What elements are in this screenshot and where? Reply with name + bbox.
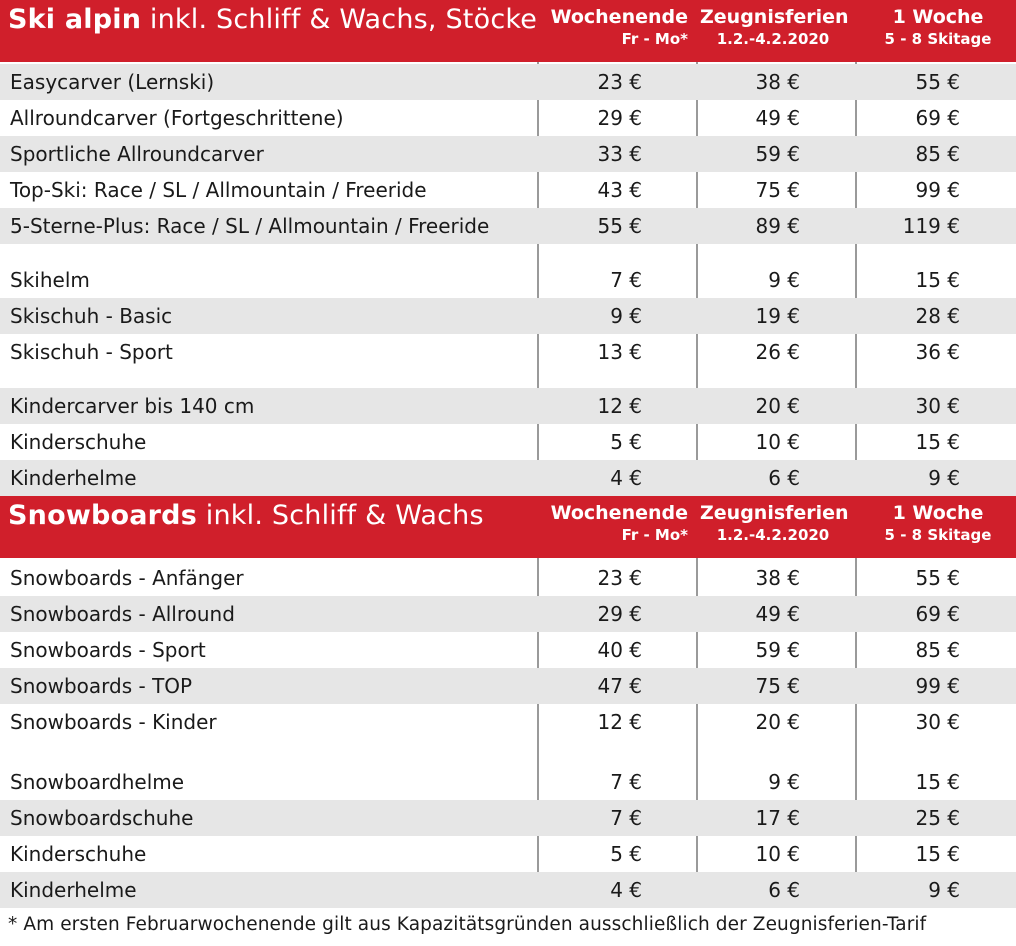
ski-price-week: 15 €	[915, 268, 960, 292]
ski-price-week: 99 €	[915, 178, 960, 202]
snowboard-price-week: 99 €	[915, 674, 960, 698]
snowboard-title: Snowboards inkl. Schliff & Wachs	[8, 500, 484, 531]
snowboard-price-holidays: 9 €	[768, 770, 800, 794]
ski-price-week: 119 €	[902, 214, 960, 238]
ski-price-weekend: 33 €	[597, 142, 642, 166]
ski-price-week: 36 €	[915, 340, 960, 364]
snowboard-item-name: Kinderhelme	[10, 878, 137, 902]
table-row	[0, 800, 1016, 836]
snowboard-header	[0, 496, 1016, 558]
snowboard-price-holidays: 6 €	[768, 878, 800, 902]
snowboard-price-weekend: 40 €	[597, 638, 642, 662]
ski-price-holidays: 10 €	[755, 430, 800, 454]
table-row	[0, 560, 1016, 596]
ski-price-week: 69 €	[915, 106, 960, 130]
table-row	[0, 424, 1016, 460]
snowboard-price-weekend: 7 €	[610, 806, 642, 830]
snowboard-price-week: 85 €	[915, 638, 960, 662]
snowboard-price-holidays: 75 €	[755, 674, 800, 698]
table-row	[0, 632, 1016, 668]
ski-item-name: Sportliche Allroundcarver	[10, 142, 264, 166]
ski-title: Ski alpin inkl. Schliff & Wachs, Stöcke	[8, 4, 538, 35]
table-row	[0, 298, 1016, 334]
snowboard-price-holidays: 49 €	[755, 602, 800, 626]
table-row	[0, 100, 1016, 136]
ski-price-weekend: 55 €	[597, 214, 642, 238]
ski-price-holidays: 49 €	[755, 106, 800, 130]
table-row	[0, 334, 1016, 370]
table-row	[0, 460, 1016, 496]
snowboard-price-weekend: 47 €	[597, 674, 642, 698]
table-row	[0, 388, 1016, 424]
ski-col-weekend: Wochenende Fr - Mo*	[550, 6, 688, 48]
snowboard-price-weekend: 29 €	[597, 602, 642, 626]
ski-price-week: 85 €	[915, 142, 960, 166]
snowboard-price-holidays: 17 €	[755, 806, 800, 830]
snowboard-item-name: Snowboardhelme	[10, 770, 185, 794]
snowboard-item-name: Snowboards - Kinder	[10, 710, 217, 734]
ski-price-weekend: 29 €	[597, 106, 642, 130]
snowboard-price-holidays: 10 €	[755, 842, 800, 866]
table-row	[0, 262, 1016, 298]
ski-price-week: 15 €	[915, 430, 960, 454]
table-row	[0, 836, 1016, 872]
ski-col-holidays: Zeugnisferien 1.2.-4.2.2020	[700, 6, 849, 48]
snowboard-col-week: 1 Woche 5 - 8 Skitage	[884, 502, 992, 544]
snowboard-price-weekend: 23 €	[597, 566, 642, 590]
ski-price-weekend: 5 €	[610, 430, 642, 454]
ski-price-holidays: 59 €	[755, 142, 800, 166]
snowboard-price-holidays: 59 €	[755, 638, 800, 662]
table-row	[0, 64, 1016, 100]
table-row	[0, 136, 1016, 172]
snowboard-item-name: Snowboards - Anfänger	[10, 566, 244, 590]
ski-item-name: Kinderhelme	[10, 466, 137, 490]
table-row	[0, 596, 1016, 632]
snowboard-price-week: 69 €	[915, 602, 960, 626]
table-row	[0, 872, 1016, 908]
ski-price-week: 55 €	[915, 70, 960, 94]
snowboard-price-week: 30 €	[915, 710, 960, 734]
ski-price-weekend: 13 €	[597, 340, 642, 364]
ski-price-weekend: 12 €	[597, 394, 642, 418]
snowboard-item-name: Snowboardschuhe	[10, 806, 194, 830]
ski-price-week: 28 €	[915, 304, 960, 328]
snowboard-price-holidays: 20 €	[755, 710, 800, 734]
ski-price-holidays: 26 €	[755, 340, 800, 364]
snowboard-section	[0, 496, 1016, 908]
ski-price-weekend: 43 €	[597, 178, 642, 202]
snowboard-price-weekend: 4 €	[610, 878, 642, 902]
ski-price-holidays: 9 €	[768, 268, 800, 292]
ski-item-name: Skischuh - Basic	[10, 304, 173, 328]
snowboard-price-weekend: 7 €	[610, 770, 642, 794]
ski-price-holidays: 38 €	[755, 70, 800, 94]
ski-price-holidays: 20 €	[755, 394, 800, 418]
ski-price-holidays: 6 €	[768, 466, 800, 490]
snowboard-price-weekend: 12 €	[597, 710, 642, 734]
snowboard-price-week: 15 €	[915, 842, 960, 866]
ski-price-weekend: 9 €	[610, 304, 642, 328]
snowboard-item-name: Snowboards - TOP	[10, 674, 193, 698]
snowboard-item-name: Snowboards - Allround	[10, 602, 235, 626]
ski-item-name: Skischuh - Sport	[10, 340, 173, 364]
ski-item-name: Kinderschuhe	[10, 430, 147, 454]
ski-price-week: 9 €	[928, 466, 960, 490]
snowboard-col-weekend: Wochenende Fr - Mo*	[550, 502, 688, 544]
ski-header	[0, 0, 1016, 62]
table-row	[0, 208, 1016, 244]
ski-price-holidays: 19 €	[755, 304, 800, 328]
ski-price-weekend: 4 €	[610, 466, 642, 490]
table-row	[0, 704, 1016, 740]
snowboard-price-week: 55 €	[915, 566, 960, 590]
ski-price-holidays: 75 €	[755, 178, 800, 202]
ski-item-name: 5-Sterne-Plus: Race / SL / Allmountain / Freeride	[10, 214, 490, 238]
footnote: * Am ersten Februarwochenende gilt aus Kapazitätsgründen ausschließlich der Zeugnisferien-Tarif	[8, 914, 927, 935]
ski-col-week: 1 Woche 5 - 8 Skitage	[884, 6, 992, 48]
table-row	[0, 172, 1016, 208]
ski-item-name: Skihelm	[10, 268, 90, 292]
snowboard-price-holidays: 38 €	[755, 566, 800, 590]
ski-price-holidays: 89 €	[755, 214, 800, 238]
snowboard-item-name: Snowboards - Sport	[10, 638, 206, 662]
ski-price-weekend: 23 €	[597, 70, 642, 94]
table-row	[0, 668, 1016, 704]
snowboard-item-name: Kinderschuhe	[10, 842, 147, 866]
ski-item-name: Easycarver (Lernski)	[10, 70, 215, 94]
ski-item-name: Top-Ski: Race / SL / Allmountain / Freeride	[10, 178, 427, 202]
ski-price-weekend: 7 €	[610, 268, 642, 292]
snowboard-col-holidays: Zeugnisferien 1.2.-4.2.2020	[700, 502, 849, 544]
ski-price-week: 30 €	[915, 394, 960, 418]
ski-item-name: Kindercarver bis 140 cm	[10, 394, 255, 418]
snowboard-price-week: 15 €	[915, 770, 960, 794]
snowboard-price-weekend: 5 €	[610, 842, 642, 866]
snowboard-price-week: 25 €	[915, 806, 960, 830]
table-row	[0, 764, 1016, 800]
snowboard-price-week: 9 €	[928, 878, 960, 902]
ski-item-name: Allroundcarver (Fortgeschrittene)	[10, 106, 344, 130]
